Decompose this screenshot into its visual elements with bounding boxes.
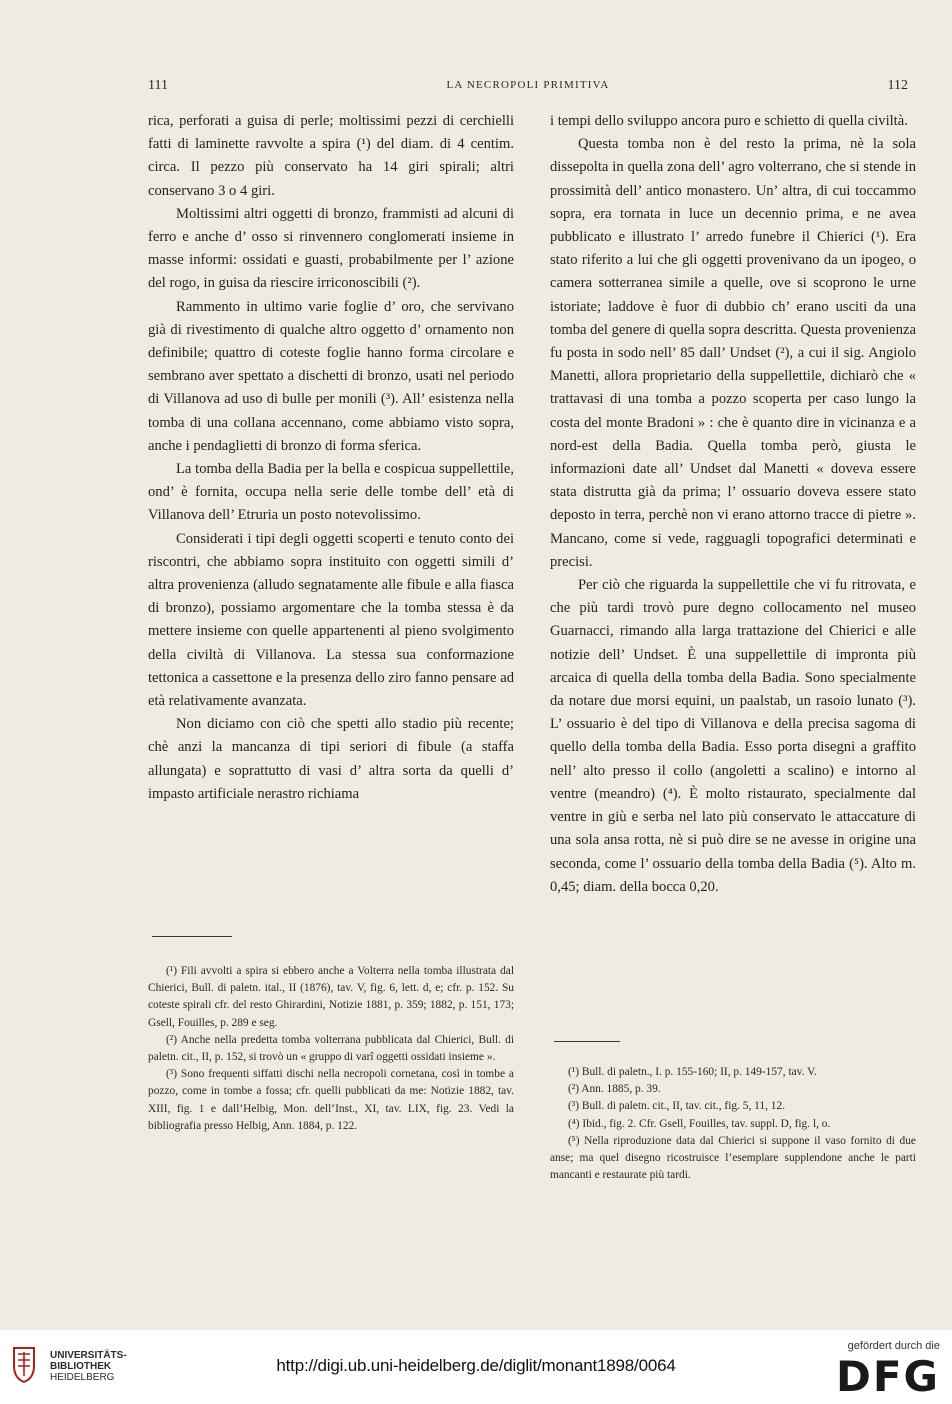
footnote: (²) Ann. 1885, p. 39. [568, 1083, 661, 1096]
funder-block[interactable] [790, 1340, 940, 1401]
footnotes-left [148, 963, 514, 1135]
paragraph: Rammento in ultimo varie foglie d’ oro, che servivano già di rivestimento di qualche altro oggetto d’ ornamento non definibile; quattro di coteste foglie hanno forma circolare e sembrano aver spettato a dischetti di bronzo, usati nel periodo di Villanova ad uso di bulle per monili (³). All’ esistenza nella tomba di una collana accennano, come abbiamo visto sopra, anche i pendaglietti di bronzo di forma sferica. [148, 298, 514, 454]
funding-caption: gefördert durch die [847, 1340, 940, 1352]
library-name-line3: HEIDELBERG [50, 1372, 115, 1383]
page-number-left: 111 [148, 78, 168, 93]
running-head [148, 78, 908, 98]
footnote-divider-left [152, 936, 232, 937]
permalink-url[interactable]: http://digi.ub.uni-heidelberg.de/diglit/monant1898/0064 [276, 1356, 676, 1375]
left-column [148, 110, 514, 806]
page-number-right: 112 [887, 78, 908, 93]
footnote: (¹) Bull. di paletn., I. p. 155-160; II, p. 149-157, tav. V. [568, 1066, 817, 1078]
paragraph: Per ciò che riguarda la suppellettile che vi fu ritrovata, e che più tardi trovò pure degno collocamento nel museo Guarnacci, rimando alla larga trattazione del Chierici e alle notizie dell’ Undset. È una suppellettile di impronta più arcaica di quella della tomba della Badia. Sono specialmente da notare due morsi equini, un paalstab, un rasoio lunato (³). L’ ossuario è del tipo di Villanova e della precisa sagoma di quello della tomba della Badia. Esso porta disegni a graffito nell’ alto presso il collo (angoletti a scalino) e intorno al ventre (meandro) (⁴). È molto ristaurato, specialmente dal ventre in giù e serba nel lato più conservato le attaccature di una sola ansa rotta, nè si può dire se ne avesse in origine una seconda, come l’ ossuario della tomba della Badia (⁵). Alto m. 0,45; diam. della bocca 0,20. [550, 577, 916, 895]
paragraph: Non diciamo con ciò che spetti allo stadio più recente; chè anzi la mancanza di tipi seriori di fibule (a staffa allungata) e soprattutto di vasi d’ altra sorta da quelli d’ impasto artificiale nerastro richiama [148, 716, 514, 802]
paragraph: Considerati i tipi degli oggetti scoperti e tenuto conto dei riscontri, che abbiamo sopra instituito con oggetti simili d’ altra provenienza (alludo segnatamente alle fibule e alla fiasca di bronzo), possiamo argomentare che la tomba stessa è da mettere insieme con quelle appartenenti al pieno svolgimento della civiltà di Villanova. La stessa sua conformazione tettonica a cassettone e la presenza dello ziro fanno pensare ad età relativamente avanzata. [148, 530, 514, 710]
paragraph: Moltissimi altri oggetti di bronzo, frammisti ad alcuni di ferro e anche d’ osso si rinvennero conglomerati insieme in masse informi: ossidati e guasti, probabilmente per l’ azione del rogo, in guisa da riescire irriconoscibili (²). [148, 205, 514, 292]
running-title: LA NECROPOLI PRIMITIVA [446, 79, 610, 91]
footnote: (²) Anche nella predetta tomba volterrana pubblicata dal Chierici, Bull. di paletn. cit., II, p. 152, si trovò un « gruppo di varî oggetti ossidati insieme ». [148, 1033, 514, 1064]
footnotes-right [550, 1064, 916, 1184]
footnote: (³) Bull. di paletn. cit., II, tav. cit., fig. 5, 11, 12. [568, 1100, 786, 1113]
paragraph: La tomba della Badia per la bella e cospicua suppellettile, ond’ è fornita, occupa nella serie delle tombe dell’ età di Villanova dell’ Etruria un posto notevolissimo. [148, 461, 514, 524]
paragraph: Questa tomba non è del resto la prima, nè la sola dissepolta in quella zona dell’ agro volterrano, che si stende in prossimità dell’ antico monastero. Un’ altra, di cui toccammo sopra, era tornata in luce un decennio prima, e ne avea pubblicato e illustrato l’ arredo funebre il Chierici (¹). Era stato riferito a lui che gli oggetti provenivano da un ipogeo, o camera sotterranea simile a quelle, ove si scoprono le urne istoriate; laddove è fuor di dubbio ch’ erano usciti da una tomba del genere di quella sopra descritta. Questa provenienza fu posta in sodo nell’ 85 dall’ Undset (²), a cui il sig. Angiolo Manetti, allora proprietario della suppellettile, dichiarò che « trattavasi di una tomba a pozzo scoperta per caso lungo la costa del monte Bradoni » : che è quanto dire in vicinanza e a nord-est della Badia. Quella tomba però, giusta le informazioni date all’ Undset dal Manetti « doveva essere stata distrutta già da prima; l’ ossuario doveva essere stato deposto in terra, perchè non vi erano attorno tracce di pietre ». Mancano, come si vede, ragguagli topografici determinati e precisi. [550, 136, 916, 570]
library-name-line1: UNIVERSITÄTS- [50, 1350, 127, 1361]
dfg-logo: DFG [835, 1352, 940, 1401]
paragraph: i tempi dello sviluppo ancora puro e schietto di quella civiltà. [550, 113, 908, 129]
footnote: (³) Sono frequenti siffatti dischi nella necropoli cornetana, così in tombe a pozzo, come in tombe a fossa; cfr. quelli pubblicati da me: Notizie 1882, tav. XIII, fig. 1 e dall’Helbig, Mon. dell’Inst., XI, tav. LIX, fig. 23. Vedi la bibliografia presso Helbig, Ann. 1884, p. 122. [148, 1068, 514, 1132]
paragraph: rica, perforati a guisa di perle; moltissimi pezzi di cerchielli fatti di laminette ravvolte a spira (¹) del diam. di 4 centim. circa. Il pezzo più conservato ha 14 giri spirali; altri conservano 3 o 4 giri. [148, 113, 514, 199]
footnote: (⁵) Nella riproduzione data dal Chierici si suppone il vaso fornito di due anse; ma quel disegno ricostruisce l’esemplare supplendone anche le parti mancanti e restaurate più tardi. [550, 1134, 916, 1182]
library-name-line2: BIBLIOTHEK [50, 1361, 112, 1372]
right-column [550, 110, 916, 899]
footnote: (⁴) Ibid., fig. 2. Cfr. Gsell, Fouilles, tav. suppl. D, fig. l, o. [568, 1117, 831, 1130]
footnote: (¹) Fili avvolti a spira si ebbero anche a Volterra nella tomba illustrata dal Chierici, Bull. di paletn. ital., II (1876), tav. V, fig. 6, lett. d, e; cfr. p. 152. Su coteste spirali cfr. del resto Ghirardini, Notizie 1881, p. 359; 1882, p. 151, 173; Gsell, Fouilles, p. 289 e seg. [148, 965, 514, 1029]
footnote-divider-right [554, 1041, 620, 1042]
viewer-footer [0, 1330, 952, 1404]
